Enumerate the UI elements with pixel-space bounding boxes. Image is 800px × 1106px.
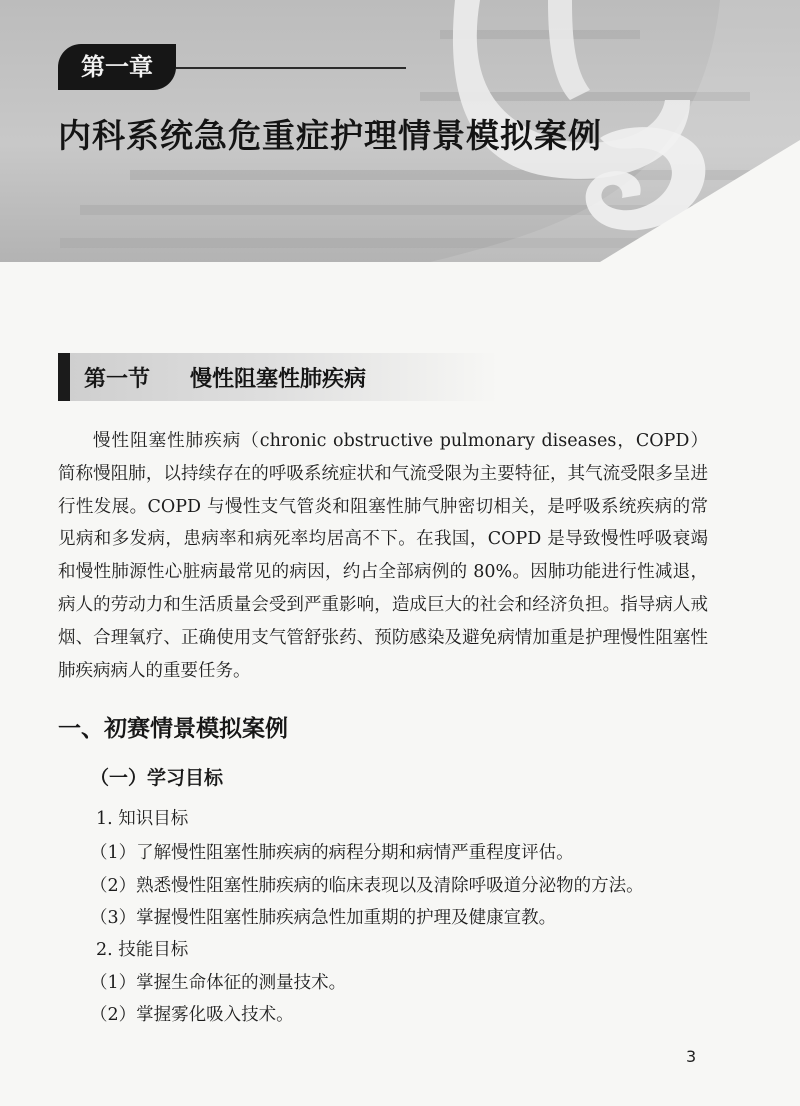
section-title: 慢性阻塞性肺疾病: [190, 367, 367, 392]
page-number: 3: [686, 1047, 697, 1066]
knowledge-item-2: （2）熟悉慢性阻塞性肺疾病的临床表现以及清除呼吸道分泌物的方法。: [90, 876, 644, 896]
chapter-banner: [0, 0, 800, 262]
knowledge-heading: 1. 知识目标: [96, 809, 189, 829]
intro-paragraph: 慢性阻塞性肺疾病（chronic obstructive pulmonary diseases，COPD）简称慢阻肺，以持续存在的呼吸系统症状和气流受限为主要特征，其气流受限多呈进行性发展。COPD 与慢性支气管炎和阻塞性肺气肿密切相关，是呼吸系统疾病的常见病和多发病，患病率和病死率均居高不下。在我国，COPD 是导致慢性呼吸衰竭和慢性肺源性心脏病最常见的病因，约占全部病例的 80%。因肺功能进行性减退，病人的劳动力和生活质量会受到严重影响，造成巨大的社会和经济负担。指导病人戒烟、合理氧疗、正确使用支气管舒张药、预防感染及避免病情加重是护理慢性阻塞性肺疾病病人的重要任务。: [58, 431, 708, 681]
section-header: [58, 353, 498, 401]
chapter-label: 第一章: [58, 44, 176, 90]
chapter-rule: [176, 67, 406, 69]
skills-item-2: （2）掌握雾化吸入技术。: [90, 1005, 294, 1025]
knowledge-item-1: （1）了解慢性阻塞性肺疾病的病程分期和病情严重程度评估。: [90, 843, 574, 863]
skills-heading: 2. 技能目标: [96, 940, 189, 960]
heading-level2: （一）学习目标: [90, 767, 224, 789]
section-number: 第一节: [84, 367, 151, 392]
chapter-title: 内科系统急危重症护理情景模拟案例: [58, 116, 602, 155]
heading-level1: 一、初赛情景模拟案例: [58, 716, 288, 742]
knowledge-item-3: （3）掌握慢性阻塞性肺疾病急性加重期的护理及健康宣教。: [90, 908, 557, 928]
skills-item-1: （1）掌握生命体征的测量技术。: [90, 973, 347, 993]
